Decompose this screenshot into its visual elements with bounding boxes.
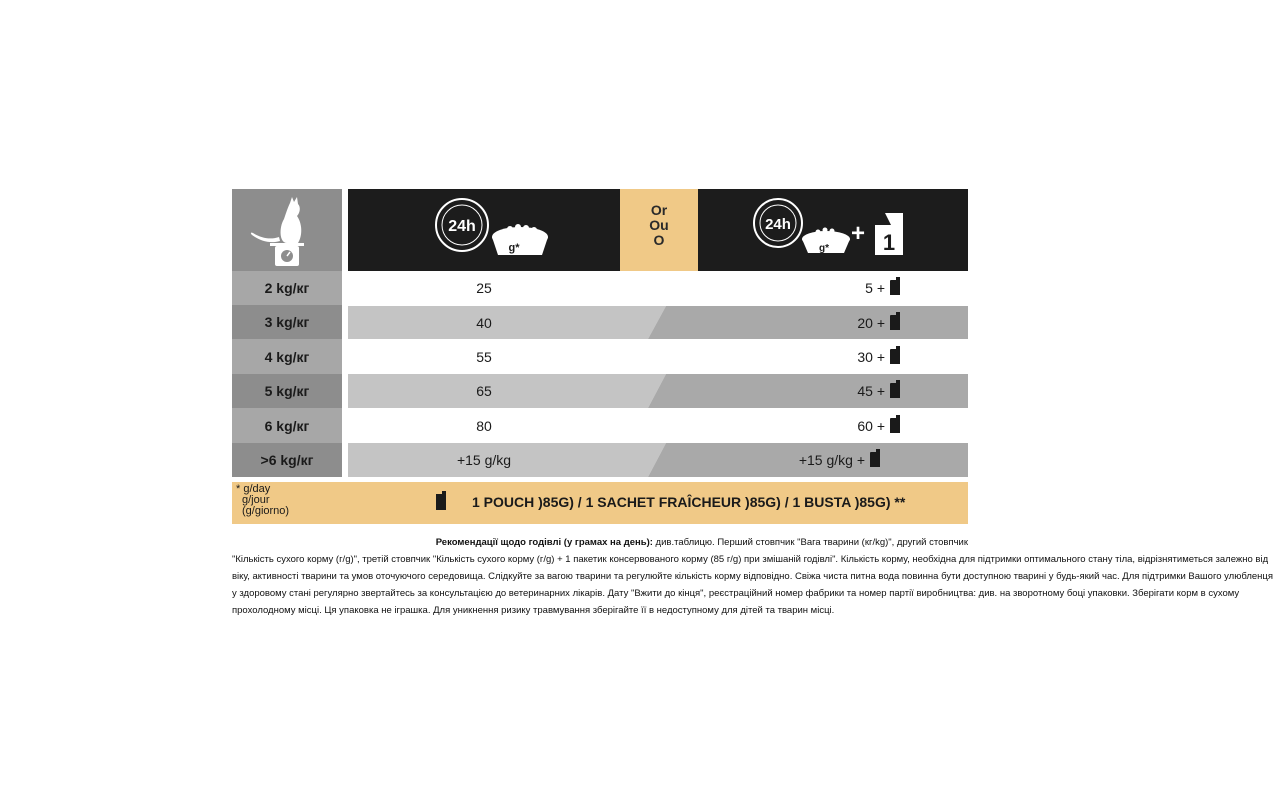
weight-cell: 3 kg/кг (232, 305, 342, 339)
or-word-it: O (653, 232, 665, 248)
clock-and-bowl-icon (348, 189, 620, 271)
dry-food-value: 80 (476, 417, 492, 434)
feeding-recommendations (232, 534, 1273, 619)
mixed-feeding-value (760, 340, 900, 373)
paragraph-heading: Рекомендації щодо годівлі (у грамах на день): (435, 537, 653, 548)
mixed-feeding-amount: 60 + (857, 417, 885, 434)
mixed-feeding-amount: 45 + (857, 382, 885, 399)
paragraph-line: віку, активності тварини та умов оточуючого середовища. Слідкуйте за вагою тварини та регулюйте кількість корму відповідно. Свіжа чиста питна вода повинна бути доступною тварині у будь-який час. Для підтримки Вашого улюбленця (232, 571, 1273, 582)
mixed-feeding-value (760, 306, 900, 339)
paragraph-line (232, 534, 968, 551)
mix-clock-label: 24h (765, 216, 791, 233)
mix-bowl-label: g* (819, 243, 829, 254)
pouch-icon (890, 280, 900, 295)
dry-bowl-label: g* (508, 242, 520, 254)
weight-cell: >6 kg/кг (232, 443, 342, 477)
mixed-feeding-value (760, 374, 900, 407)
dry-food-value: 25 (476, 279, 492, 296)
cat-on-scale-icon (232, 189, 342, 271)
unit-it: (g/giorno) (242, 505, 290, 517)
or-word-en: Or (650, 202, 668, 218)
dry-food-value: +15 g/kg (456, 451, 512, 468)
weight-column-header (232, 189, 342, 271)
pouch-size-text (436, 490, 905, 514)
unit-fr: g/jour (242, 494, 270, 506)
mixed-feeding-amount: 5 + (865, 279, 885, 296)
mix-plus-sign: + (850, 220, 866, 247)
dry-food-value: 55 (476, 348, 492, 365)
clock-bowl-plus-pouch-icon (698, 189, 968, 271)
weight-cell: 2 kg/кг (232, 271, 342, 305)
paragraph-text: див.таблицю. Перший стовпчик "Вага тварини (кг/kg)", другий стовпчик (652, 537, 968, 548)
dry-clock-label: 24h (448, 218, 476, 235)
weight-cell: 6 kg/кг (232, 408, 342, 443)
dry-food-column-header (348, 189, 620, 271)
pouch-size-label: 1 POUCH )85G) / 1 SACHET FRAÎCHEUR )85G) / 1 BUSTA )85G) ** (472, 494, 906, 510)
mixed-feeding-amount: 30 + (857, 348, 885, 365)
paragraph-line: у здоровому стані регулярно звертайтесь за консультацією до ветеринарних лікарів. Дату "Вжити до кінця", реєстраційний номер фабрики та номер партії виробництва: див. на зворотному боці упаковки. Зберігати корм в сухому (232, 588, 1240, 599)
mixed-feeding-value (760, 271, 900, 304)
mixed-feeding-column-header (698, 189, 968, 271)
weight-cell: 4 kg/кг (232, 339, 342, 374)
or-word-fr: Ou (649, 217, 669, 233)
mixed-feeding-amount: 20 + (857, 314, 885, 331)
pouch-icon (436, 494, 446, 510)
mixed-feeding-amount: +15 g/kg + (798, 451, 865, 468)
pouch-icon (890, 418, 900, 433)
paragraph-line: "Кількість сухого корму (г/g)", третій стовпчик "Кількість сухого корму (г/g) + 1 пакетик консервованого корму (85 г/g) при змішаній годівлі". Кількість корму, необхідна для підтримки оптимального стану тіла, відрізнятиметься залежно від (232, 554, 1269, 565)
mixed-feeding-value (760, 409, 900, 442)
dry-food-value: 40 (476, 314, 492, 331)
pouch-icon (890, 383, 900, 398)
mix-pouch-count: 1 (882, 230, 896, 255)
dry-food-value: 65 (476, 382, 492, 399)
pouch-icon (890, 349, 900, 364)
mixed-feeding-value (770, 443, 880, 476)
or-words (620, 203, 698, 248)
pouch-icon (890, 315, 900, 330)
weight-cell: 5 kg/кг (232, 374, 342, 408)
paragraph-line: прохолодному місці. Ця упаковка не іграшка. Для уникнення ризику травмування зберігайте її в недоступному для дітей та тварин місці. (232, 605, 835, 616)
unit-en: * g/day (236, 483, 271, 495)
units-legend (236, 484, 289, 517)
pouch-icon (870, 452, 880, 467)
